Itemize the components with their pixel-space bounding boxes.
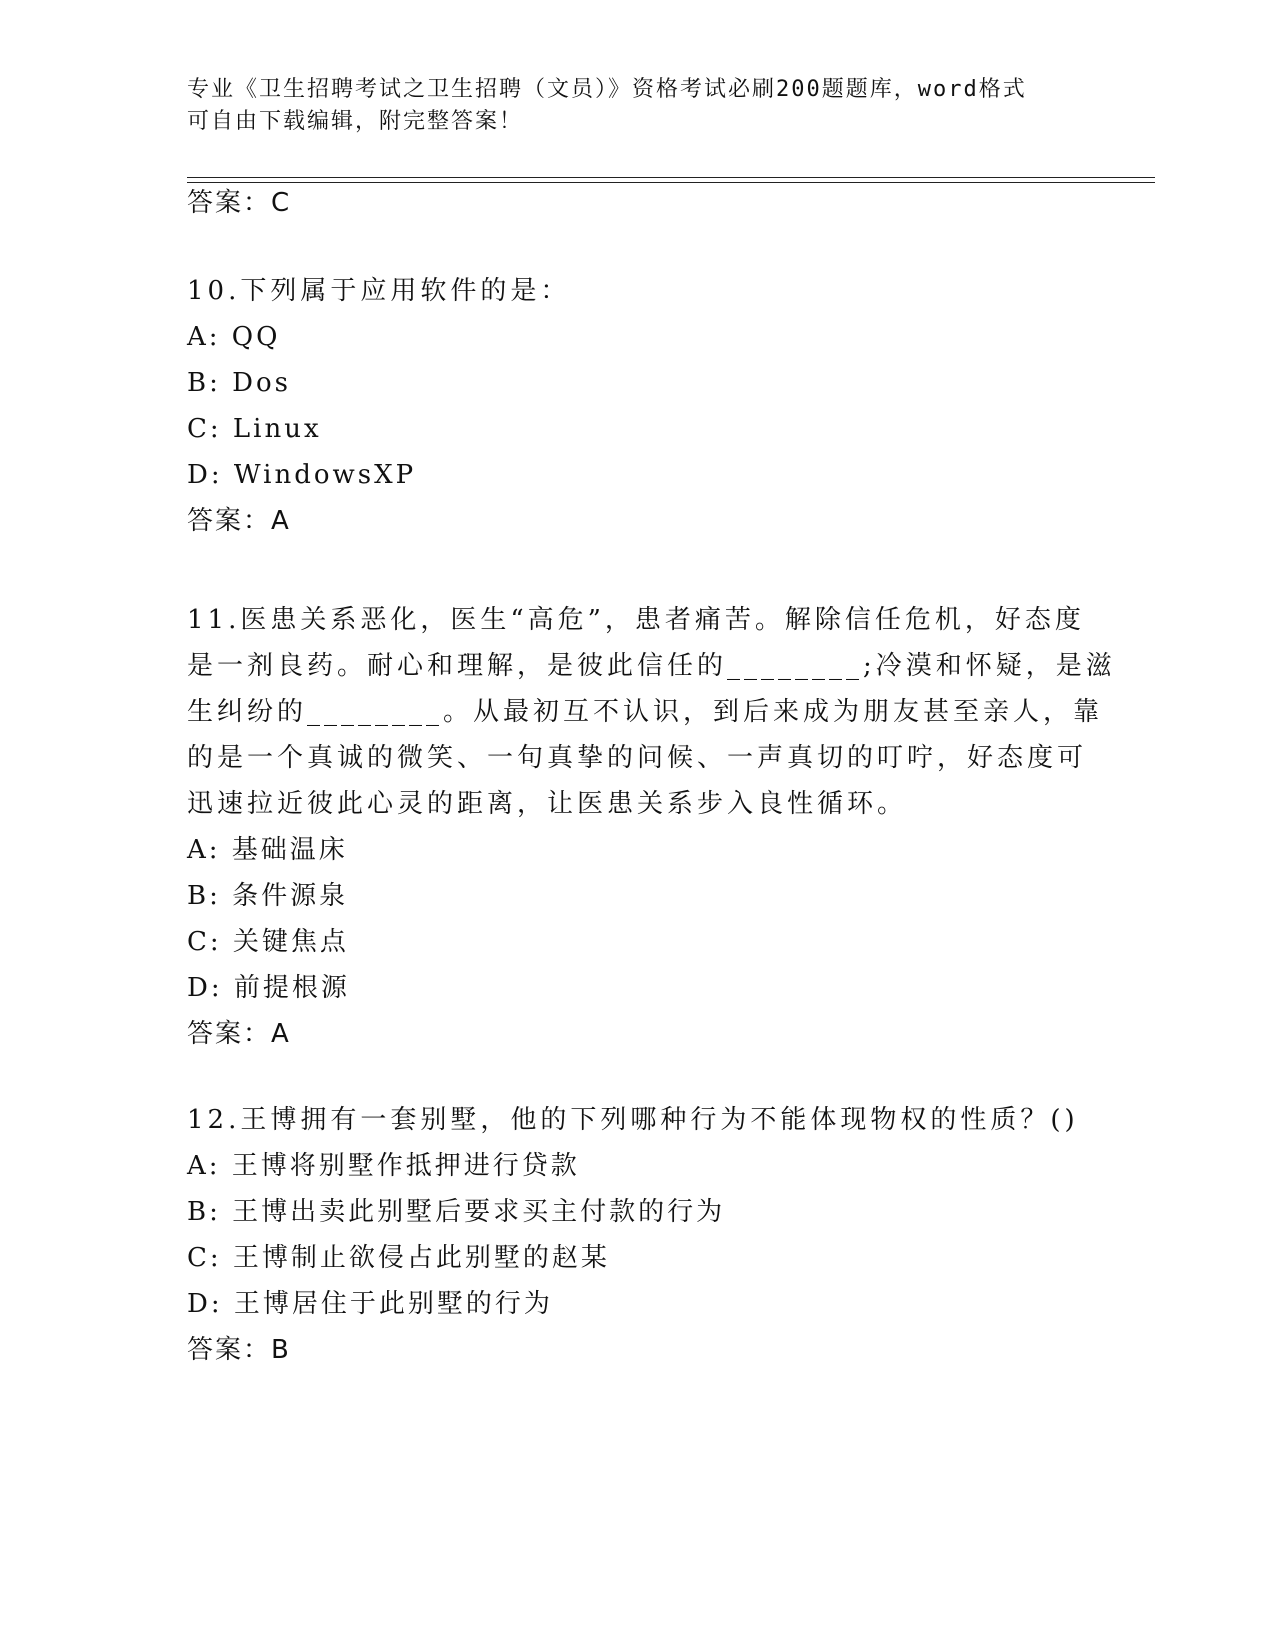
option-d: D: WindowsXP — [187, 460, 417, 490]
stem-line: 迅速拉近彼此心灵的距离，让医患关系步入良性循环。 — [187, 789, 908, 819]
question-10 — [187, 268, 1087, 544]
answer-label: 答案：B — [187, 1335, 291, 1365]
stem-line: 10.下列属于应用软件的是： — [187, 276, 571, 306]
option-b: B: 条件源泉 — [187, 881, 349, 911]
question-stem — [187, 1097, 1087, 1143]
answer-label: 答案：C — [187, 188, 292, 218]
stem-line: 是一剂良药。耐心和理解，是彼此信任的________;冷漠和怀疑，是滋 — [187, 651, 1116, 681]
question-stem — [187, 597, 1116, 827]
option-a: A: 王博将别墅作抵押进行贷款 — [187, 1151, 580, 1181]
option-c: C: 关键焦点 — [187, 927, 349, 957]
option-d: D: 前提根源 — [187, 973, 350, 1003]
stem-line: 生纠纷的________。从最初互不认识，到后来成为朋友甚至亲人，靠 — [187, 697, 1104, 727]
answer-label: 答案：A — [187, 506, 291, 536]
stem-line: 的是一个真诚的微笑、一句真挚的问候、一声真切的叮咛，好态度可 — [187, 743, 1088, 773]
option-d: D: 王博居住于此别墅的行为 — [187, 1289, 553, 1319]
header-divider-top — [187, 177, 1155, 178]
question-11 — [187, 597, 1116, 1057]
header-line-1: 专业《卫生招聘考试之卫生招聘（文员）》资格考试必刷200题题库，word格式 — [187, 77, 1027, 102]
header-line-2: 可自由下载编辑，附完整答案！ — [187, 109, 524, 134]
option-b: B: 王博出卖此别墅后要求买主付款的行为 — [187, 1197, 726, 1227]
option-c: C: Linux — [187, 414, 322, 444]
stem-line: 11.医患关系恶化，医生“高危”，患者痛苦。解除信任危机，好态度 — [187, 605, 1085, 635]
previous-answer-block — [187, 180, 1087, 226]
stem-line: 12.王博拥有一套别墅，他的下列哪种行为不能体现物权的性质？() — [187, 1105, 1079, 1135]
option-a: A: 基础温床 — [187, 835, 348, 865]
document-header — [187, 74, 1067, 138]
option-a: A: QQ — [187, 322, 281, 352]
option-c: C: 王博制止欲侵占此别墅的赵某 — [187, 1243, 610, 1273]
answer-label: 答案：A — [187, 1019, 291, 1049]
option-b: B: Dos — [187, 368, 291, 398]
question-stem — [187, 268, 1087, 314]
question-12 — [187, 1097, 1087, 1373]
